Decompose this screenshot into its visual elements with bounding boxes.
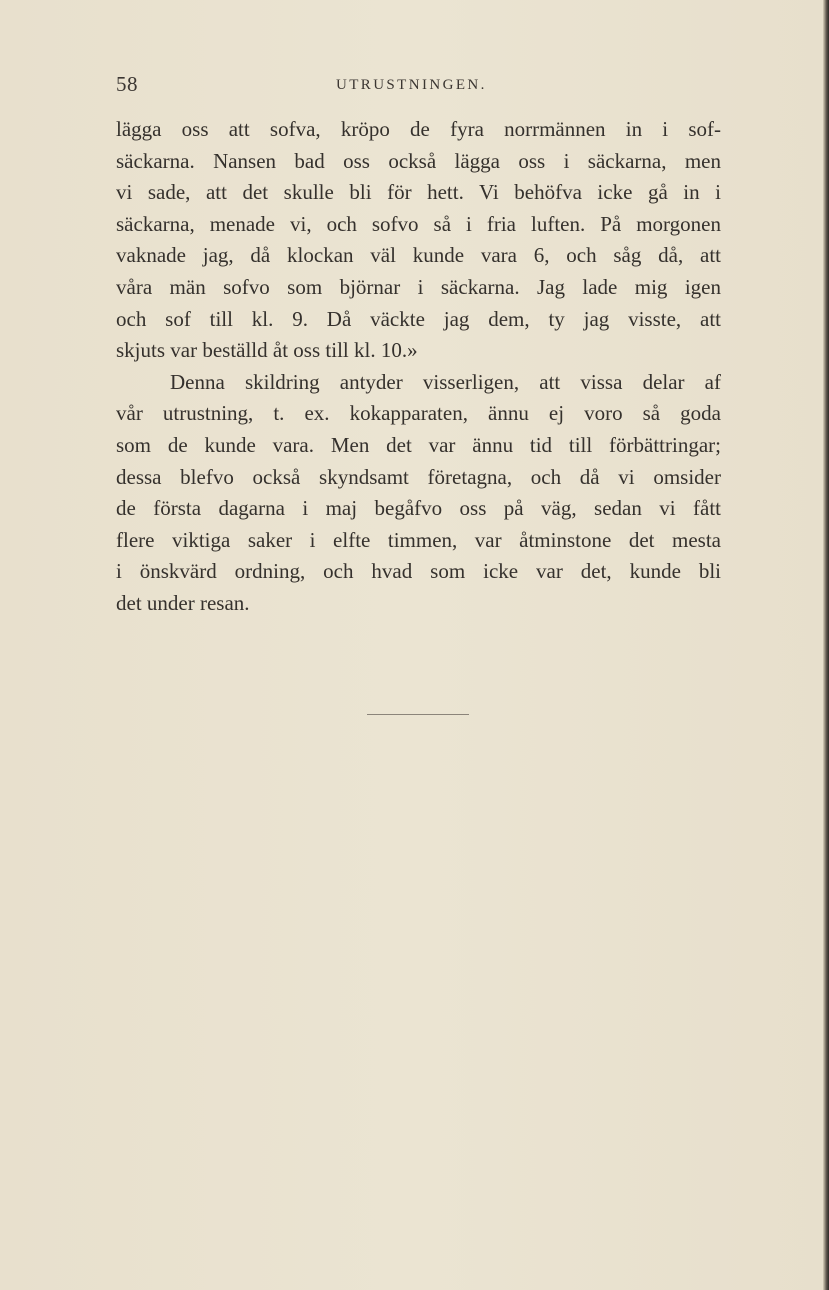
text-line: vaknade jag, då klockan väl kunde vara 6, och såg då, att <box>116 243 721 268</box>
text-line: säckarna. Nansen bad oss också lägga oss i säckarna, men <box>116 148 721 173</box>
text-line: de första dagarna i maj begåfvo oss på väg, sedan vi fått <box>116 496 721 521</box>
paragraph-start-line: Denna skildring antyder visserligen, att vissa delar af <box>170 369 721 394</box>
text-line: i önskvärd ordning, och hvad som icke var det, kunde bli <box>116 559 721 584</box>
text-line: säckarna, menade vi, och sofvo så i fria luften. På morgonen <box>116 211 721 236</box>
text-line: och sof till kl. 9. Då väckte jag dem, ty jag visste, att <box>116 306 721 331</box>
section-divider <box>367 714 469 715</box>
paragraph-end-line: skjuts var beställd åt oss till kl. 10.» <box>116 338 418 363</box>
text-line: lägga oss att sofva, kröpo de fyra norrmännen in i sof- <box>116 117 721 141</box>
page-edge <box>823 0 829 1290</box>
body-text <box>116 114 721 620</box>
text-line: vår utrustning, t. ex. kokapparaten, ännu ej voro så goda <box>116 401 721 426</box>
running-head: UTRUSTNINGEN. <box>336 77 487 93</box>
text-line: vi sade, att det skulle bli för hett. Vi behöfva icke gå in i <box>116 180 721 205</box>
paragraph-end-line: det under resan. <box>116 590 250 615</box>
page-header <box>116 72 720 102</box>
text-line: flere viktiga saker i elfte timmen, var åtminstone det mesta <box>116 527 721 552</box>
page-number: 58 <box>116 72 138 96</box>
text-line: dessa blefvo också skyndsamt företagna, och då vi omsider <box>116 464 721 489</box>
text-line: som de kunde vara. Men det var ännu tid till förbättringar; <box>116 432 721 457</box>
text-line: våra män sofvo som björnar i säckarna. Jag lade mig igen <box>116 274 721 299</box>
